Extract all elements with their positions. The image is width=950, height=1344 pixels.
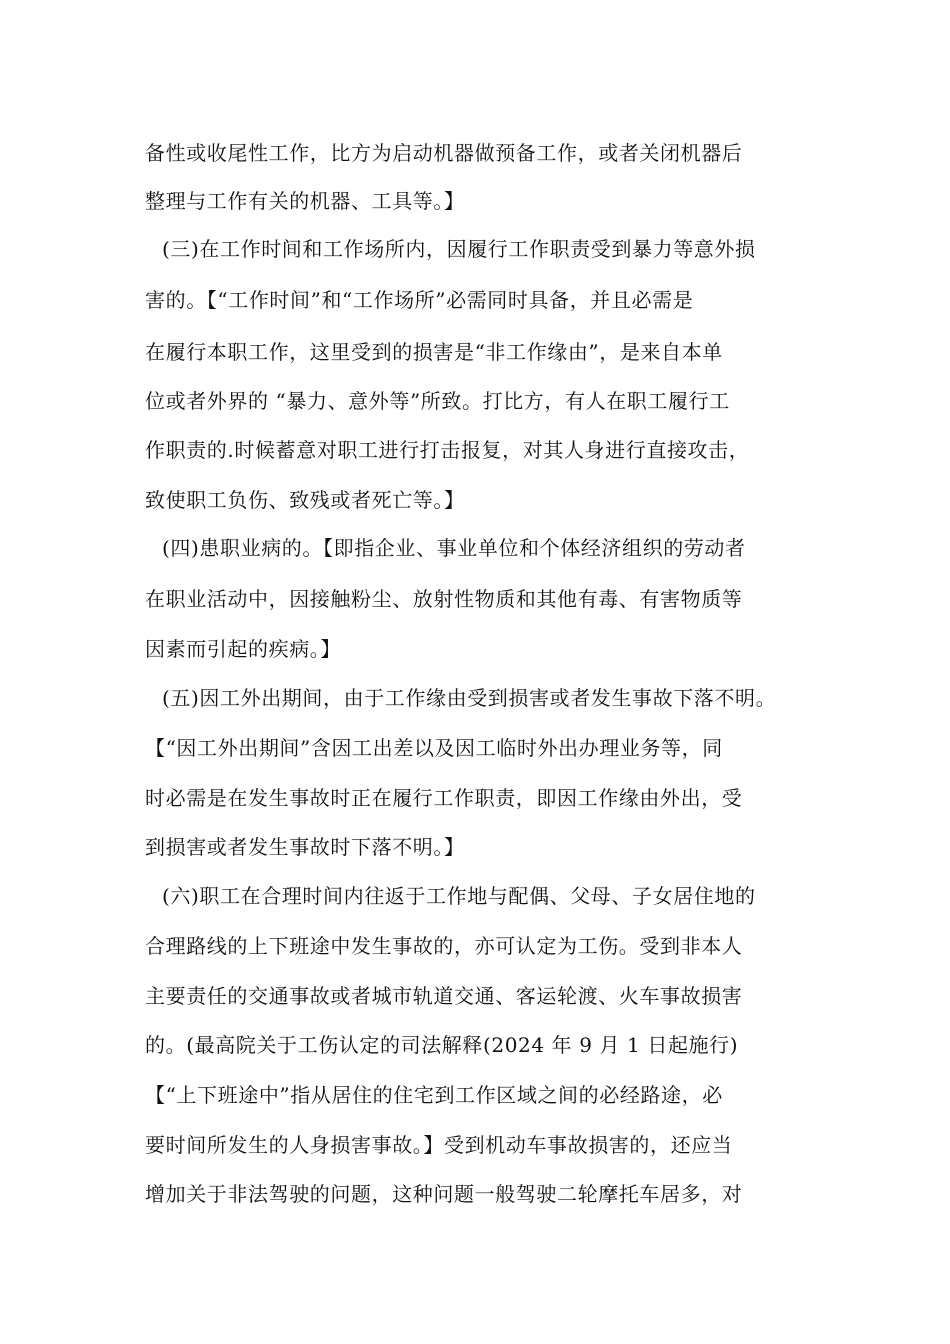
paragraph-5-start: (五)因工外出期间，由于工作缘由受到损害或者发生事故下落不明。 — [162, 686, 777, 710]
text-line: 时必需是在发生事故时正在履行工作职责，即因工作缘由外出，受 — [145, 786, 743, 810]
text-line: 【“上下班途中”指从居住的住宅到工作区域之间的必经路途，必 — [145, 1083, 723, 1107]
text-line: 【“因工外出期间”含因工出差以及因工临时外出办理业务等，同 — [145, 736, 723, 760]
text-line: 合理路线的上下班途中发生事故的，亦可认定为工伤。受到非本人 — [145, 934, 743, 958]
paragraph-6-start: (六)职工在合理时间内往返于工作地与配偶、父母、子女居住地的 — [162, 884, 756, 908]
text-line: 在职业活动中，因接触粉尘、放射性物质和其他有毒、有害物质等 — [145, 587, 743, 611]
text-line: 的。(最高院关于工伤认定的司法解释(2024 年 9 月 1 日起施行) — [145, 1033, 739, 1057]
text-line: 致使职工负伤、致残或者死亡等。】 — [145, 488, 465, 512]
text-line: 因素而引起的疾病。】 — [145, 637, 341, 661]
paragraph-4-start: (四)患职业病的。【即指企业、事业单位和个体经济组织的劳动者 — [162, 536, 746, 560]
paragraph-3-start: (三)在工作时间和工作场所内，因履行工作职责受到暴力等意外损 — [162, 237, 756, 261]
text-line: 在履行本职工作，这里受到的损害是“非工作缘由”，是来自本单 — [145, 340, 723, 364]
text-line: 整理与工作有关的机器、工具等。】 — [145, 189, 465, 213]
text-line: 主要责任的交通事故或者城市轨道交通、客运轮渡、火车事故损害 — [145, 984, 743, 1008]
text-line: 要时间所发生的人身损害事故。】受到机动车事故损害的，还应当 — [145, 1133, 733, 1157]
text-line: 备性或收尾性工作，比方为启动机器做预备工作，或者关闭机器后 — [145, 141, 743, 165]
text-line: 作职责的.时候蓄意对职工进行打击报复，对其人身进行直接攻击， — [145, 438, 750, 462]
text-line: 增加关于非法驾驶的问题，这种问题一般驾驶二轮摩托车居多，对 — [145, 1182, 743, 1206]
text-line: 位或者外界的 “暴力、意外等”所致。打比方，有人在职工履行工 — [145, 389, 730, 413]
text-line: 到损害或者发生事故时下落不明。】 — [145, 835, 465, 859]
text-line: 害的。【“工作时间”和“工作场所”必需同时具备，并且必需是 — [145, 288, 694, 312]
